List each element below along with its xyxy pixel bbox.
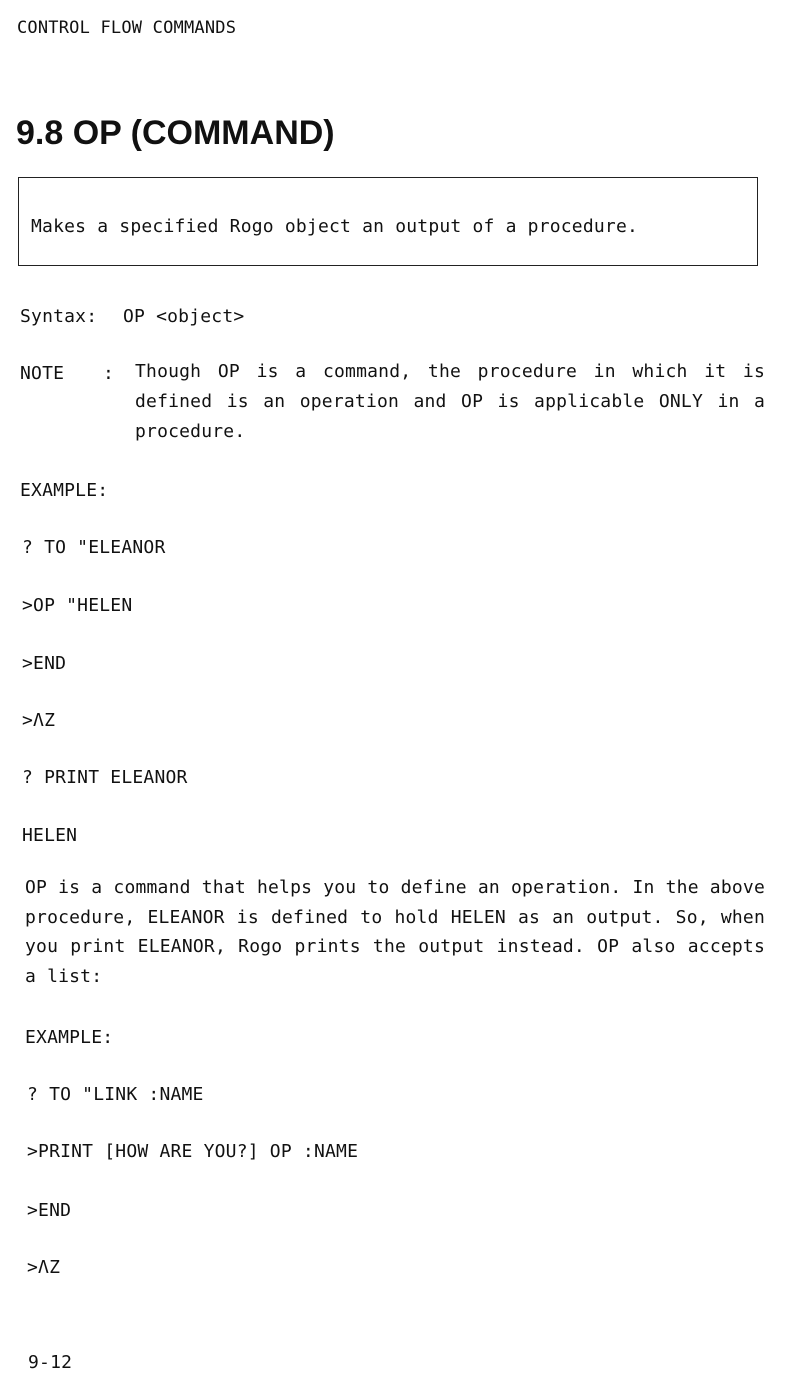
code-line: >OP "HELEN — [22, 595, 133, 616]
output-line: HELEN — [22, 825, 78, 846]
note-separator: : — [103, 363, 115, 384]
explanation-paragraph: OP is a command that helps you to define an operation. In the above procedure, ELEANOR is defined to hold HELEN as an output. So, when you print ELEANOR, Rogo prints the output instead. OP also accepts a list: — [25, 877, 765, 987]
code-line: ? PRINT ELEANOR — [22, 767, 188, 788]
summary-box — [18, 177, 758, 266]
syntax-label: Syntax: — [20, 306, 98, 327]
section-title: 9.8 OP (COMMAND) — [16, 114, 335, 152]
code-line: ? TO "LINK :NAME — [27, 1084, 204, 1105]
code-line: >ΛZ — [27, 1257, 61, 1278]
note-label: NOTE — [20, 363, 65, 384]
code-line: >PRINT [HOW ARE YOU?] OP :NAME — [27, 1141, 359, 1162]
code-line: >END — [27, 1200, 72, 1221]
code-line: >END — [22, 653, 67, 674]
summary-text: Makes a specified Rogo object an output of a procedure. — [31, 216, 639, 237]
note-text: Though OP is a command, the procedure in which it is defined is an operation and OP is applicable ONLY in a procedure. — [135, 361, 765, 442]
code-line: ? TO "ELEANOR — [22, 537, 166, 558]
page-number: 9-12 — [28, 1352, 73, 1373]
code-line: >ΛZ — [22, 710, 56, 731]
example-label: EXAMPLE: — [25, 1027, 114, 1048]
syntax-value: OP <object> — [123, 306, 245, 327]
running-head: CONTROL FLOW COMMANDS — [17, 18, 237, 38]
example-label: EXAMPLE: — [20, 480, 109, 501]
